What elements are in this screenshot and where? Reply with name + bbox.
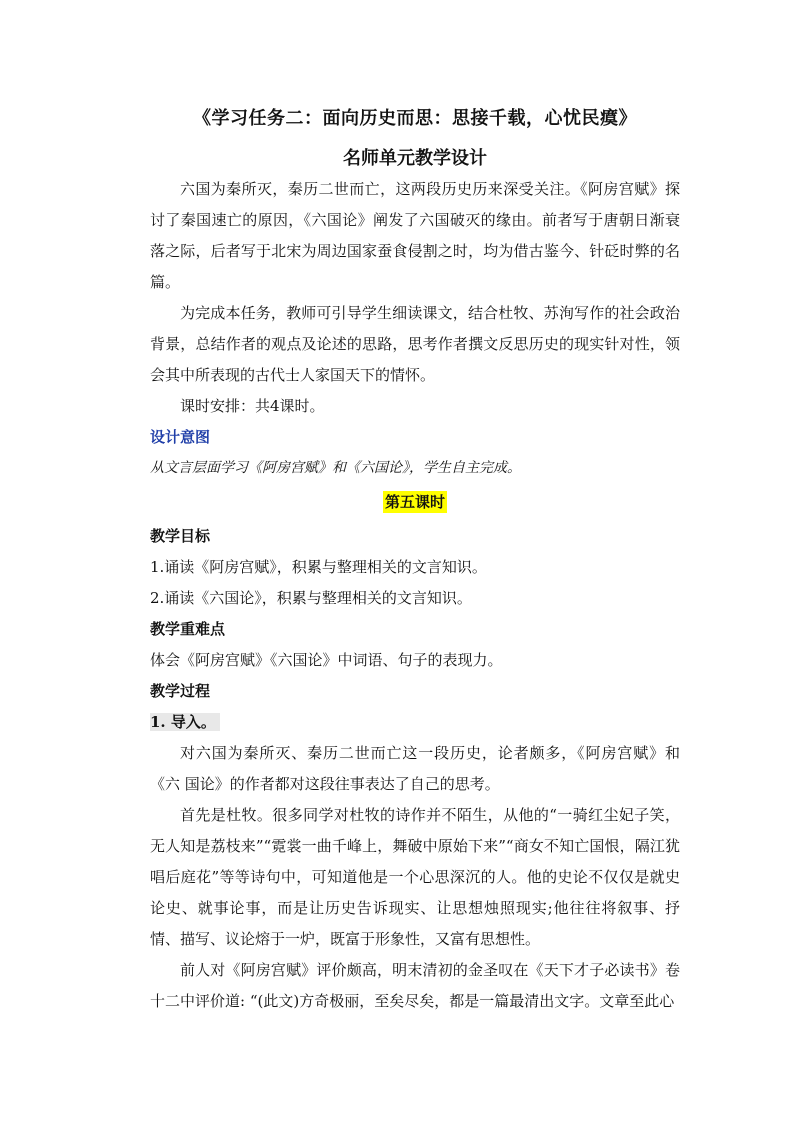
intro-paragraph-1: 六国为秦所灭，秦历二世而亡，这两段历史历来深受关注。《阿房宫赋》探讨了秦国速亡的原因，《六国论》阐发了六国破灭的缘由。前者写于唐朝日渐衰落之际，后者写于北宋为周边国家蚕食侵割之时，均为借古鉴今、针砭时弊的名篇。 xyxy=(150,180,680,291)
design-intent-heading: 设计意图 xyxy=(150,428,211,446)
lesson-badge: 第五课时 xyxy=(384,493,445,511)
objective-item-1: 1.诵读《阿房宫赋》，积累与整理相关的文言知识。 xyxy=(150,558,487,576)
key-points-text: 体会《阿房宫赋》《六国论》中词语、句子的表现力。 xyxy=(150,651,503,669)
objectives-heading: 教学目标 xyxy=(150,527,211,545)
schedule-line: 课时安排：共4课时。 xyxy=(180,397,325,415)
process-paragraph-3: 前人对《阿房宫赋》评价颇高，明末清初的金圣叹在《天下才子必读书》卷十二中评价道: “(此文)方奇极丽，至矣尽矣，都是一篇最清出文字。文章至此心 xyxy=(150,961,680,1010)
process-heading: 教学过程 xyxy=(150,682,211,700)
key-points-heading: 教学重难点 xyxy=(150,620,226,638)
process-paragraph-2: 首先是杜牧。很多同学对杜牧的诗作并不陌生，从他的“一骑红尘妃子笑，无人知是荔枝来”“霓裳一曲千峰上，舞破中原始下来”“商女不知亡国恨，隔江犹唱后庭花”等等诗句中，可知道他是一个心思深沉的人。他的史论不仅仅是就史论史、就事论事，而是让历史告诉现实、让思想烛照现实;他往往将叙事、抒情、描写、议论熔于一炉，既富于形象性，又富有思想性。 xyxy=(150,806,680,948)
intro-paragraph-2: 为完成本任务，教师可引导学生细读课文，结合杜牧、苏洵写作的社会政治背景，总结作者的观点及论述的思路，思考作者撰文反思历史的现实针对性，领会其中所表现的古代士人家国天下的情怀。 xyxy=(150,304,680,384)
process-step-1-row xyxy=(150,707,680,738)
objective-item-2: 2.诵读《六国论》，积累与整理相关的文言知识。 xyxy=(150,589,472,607)
process-step-1: 1. 导入。 xyxy=(150,713,220,731)
design-intent-text: 从文言层面学习《阿房宫赋》和《六国论》，学生自主完成。 xyxy=(150,460,521,476)
process-paragraph-1: 对六国为秦所灭、秦历二世而亡这一段历史，论者颇多，《阿房宫赋》和《六 国论》的作者都对这段往事表达了自己的思考。 xyxy=(150,744,680,793)
document-body xyxy=(150,100,680,1017)
document-title: 《学习任务二：面向历史而思：思接千载，心忧民瘼》 xyxy=(193,108,637,129)
document-subtitle: 名师单元教学设计 xyxy=(343,148,487,169)
lesson-badge-row xyxy=(150,486,680,517)
